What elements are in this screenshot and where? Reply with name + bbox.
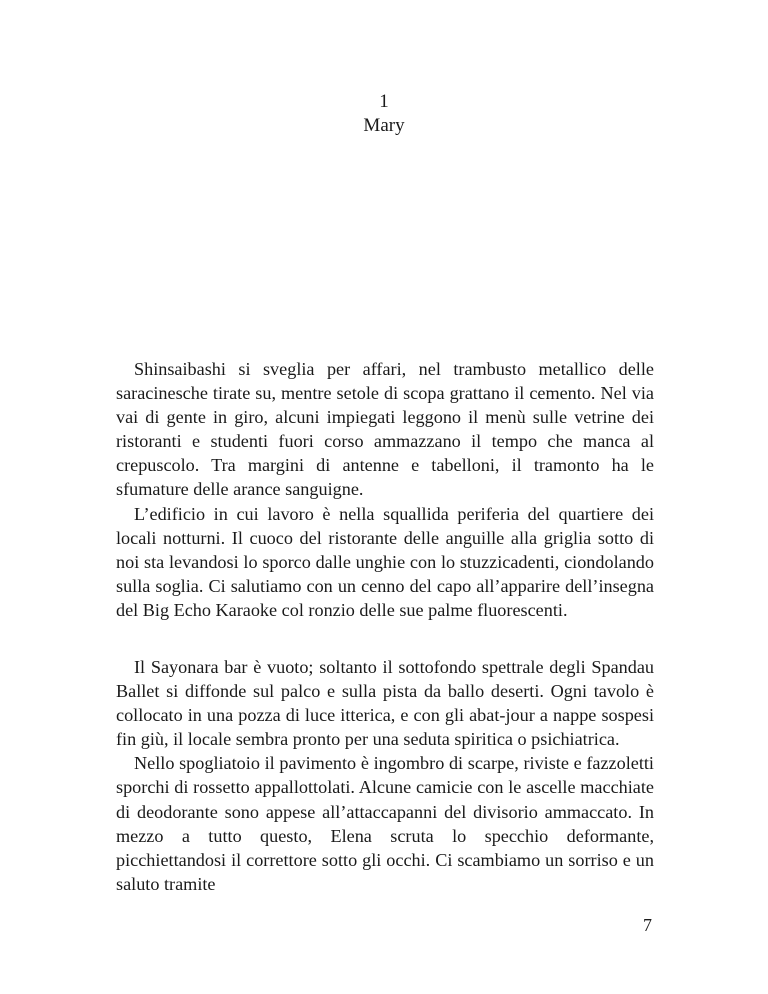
section-2 <box>116 655 654 896</box>
paragraph: L’edificio in cui lavoro è nella squallida periferia del quartiere dei locali notturni. Il cuoco del ristorante delle anguille alla griglia sotto di noi sta levandosi lo sporco dalle unghie con lo stuzzicadenti, ciondolando sulla soglia. Ci salutiamo con un cenno del capo all’apparire dell’insegna del Big Echo Karaoke col ronzio delle sue palme fluorescenti. <box>116 503 654 620</box>
paragraph: Il Sayonara bar è vuoto; soltanto il sottofondo spettrale degli Spandau Ballet si diffonde sul palco e sulla pista da ballo deserti. Ogni tavolo è collocato in una pozza di luce itterica, e con gli abat-jour a nappe sospesi fin giù, il locale sembra pronto per una seduta spiritica o psichiatrica. <box>116 657 654 750</box>
chapter-number: 1 <box>379 91 389 112</box>
paragraph: Shinsaibashi si sveglia per affari, nel trambusto metallico delle saracinesche tirate su, mentre setole di scopa grattano il cemento. Nel via vai di gente in giro, alcuni impiegati leggono il menù sulle vetrine dei ristoranti e studenti fuori corso ammazzano il tempo che manca al crepuscolo. Tra margini di antenne e tabelloni, il tramonto ha le sfumature delle arance sanguigne. <box>116 359 654 500</box>
section-1 <box>116 357 654 622</box>
paragraph: Nello spogliatoio il pavimento è ingombro di scarpe, riviste e fazzoletti sporchi di rossetto appallottolati. Alcune camicie con le ascelle macchiate di deodorante sono appese all’attaccapanni del divisorio ammaccato. In mezzo a tutto questo, Elena scruta lo specchio deformante, picchiettandosi il correttore sotto gli occhi. Ci scambiamo un sorriso e un saluto tramite <box>116 753 654 894</box>
chapter-heading <box>0 90 768 138</box>
page-number: 7 <box>643 915 652 935</box>
chapter-title: Mary <box>363 115 405 136</box>
